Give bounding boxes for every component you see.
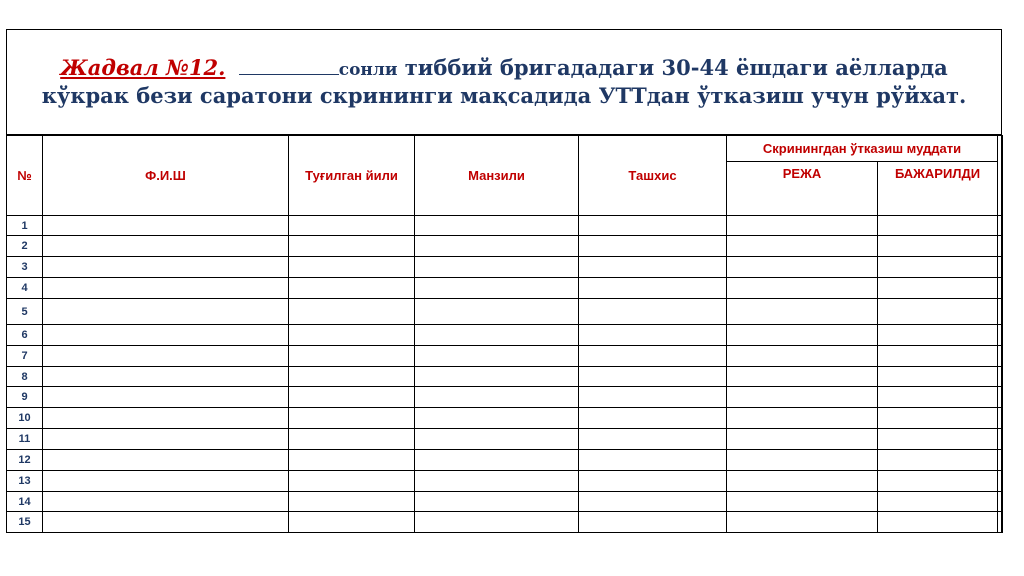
table-cell (579, 367, 727, 387)
table-cell (998, 429, 1003, 450)
table-body (7, 216, 1003, 533)
table-cell (289, 299, 415, 325)
table-cell (727, 346, 878, 367)
table-cell (727, 257, 878, 278)
title-word-sonli: сонли (338, 59, 398, 80)
table-cell (289, 236, 415, 257)
header-birth-year: Туғилган йили (289, 136, 415, 216)
table-cell (878, 492, 998, 512)
table-cell (43, 367, 289, 387)
table-cell (43, 450, 289, 471)
row-number: 15 (7, 512, 43, 533)
row-number: 14 (7, 492, 43, 512)
table-cell (878, 471, 998, 492)
table-cell (289, 387, 415, 408)
table-cell (289, 408, 415, 429)
table-row (7, 216, 1003, 236)
header-screening-period: Скринингдан ўтказиш муддати (727, 136, 998, 162)
table-cell (727, 387, 878, 408)
table-cell (878, 346, 998, 367)
table-cell (998, 236, 1003, 257)
table-cell (998, 278, 1003, 299)
table-cell (998, 512, 1003, 533)
table-cell (579, 257, 727, 278)
blank-line (239, 56, 339, 75)
table-row (7, 408, 1003, 429)
table-cell (415, 471, 579, 492)
table-cell (43, 471, 289, 492)
row-number: 10 (7, 408, 43, 429)
table-cell (289, 367, 415, 387)
table-cell (289, 429, 415, 450)
table-cell (579, 492, 727, 512)
title-line-1 (60, 55, 948, 83)
table-cell (289, 471, 415, 492)
table-cell (43, 216, 289, 236)
table-cell (289, 492, 415, 512)
table-cell (415, 492, 579, 512)
table-row (7, 325, 1003, 346)
table-row (7, 387, 1003, 408)
table-cell (878, 450, 998, 471)
row-number: 12 (7, 450, 43, 471)
table-cell (998, 367, 1003, 387)
table-cell (43, 429, 289, 450)
table-cell (43, 236, 289, 257)
table-cell (289, 278, 415, 299)
table-cell (579, 236, 727, 257)
table-cell (878, 236, 998, 257)
header-name: Ф.И.Ш (43, 136, 289, 216)
table-cell (727, 492, 878, 512)
table-cell (43, 512, 289, 533)
table-row (7, 278, 1003, 299)
table-cell (727, 512, 878, 533)
table-cell (289, 325, 415, 346)
table-row (7, 236, 1003, 257)
table-cell (998, 471, 1003, 492)
table-row (7, 471, 1003, 492)
table-cell (579, 216, 727, 236)
table-row (7, 512, 1003, 533)
table-cell (415, 216, 579, 236)
table-cell (727, 236, 878, 257)
row-number: 7 (7, 346, 43, 367)
table-cell (43, 257, 289, 278)
table-row (7, 257, 1003, 278)
table-cell (727, 367, 878, 387)
row-number: 1 (7, 216, 43, 236)
table-cell (727, 408, 878, 429)
table-cell (579, 471, 727, 492)
table-cell (289, 257, 415, 278)
table-label: Жадвал №12. (60, 54, 226, 80)
table-cell (998, 299, 1003, 325)
table-cell (579, 408, 727, 429)
table-cell (878, 408, 998, 429)
table-cell (878, 278, 998, 299)
table-cell (415, 512, 579, 533)
table-cell (998, 346, 1003, 367)
table-cell (878, 299, 998, 325)
table-cell (43, 278, 289, 299)
table-cell (727, 299, 878, 325)
row-number: 2 (7, 236, 43, 257)
table-cell (878, 325, 998, 346)
table-cell (415, 236, 579, 257)
header-diagnosis: Ташхис (579, 136, 727, 216)
row-number: 13 (7, 471, 43, 492)
table-cell (878, 257, 998, 278)
row-number: 3 (7, 257, 43, 278)
table-cell (878, 367, 998, 387)
row-number: 6 (7, 325, 43, 346)
table-cell (579, 512, 727, 533)
table-cell (727, 450, 878, 471)
header-address: Манзили (415, 136, 579, 216)
table-cell (415, 408, 579, 429)
table-cell (998, 387, 1003, 408)
table-cell (415, 346, 579, 367)
table-cell (998, 216, 1003, 236)
header-done: БАЖАРИЛДИ (878, 162, 998, 216)
table-cell (43, 387, 289, 408)
table-cell (878, 216, 998, 236)
header-num: № (7, 136, 43, 216)
table-cell (415, 278, 579, 299)
table-row (7, 367, 1003, 387)
table-cell (579, 346, 727, 367)
table-cell (415, 429, 579, 450)
table-cell (878, 512, 998, 533)
table-cell (43, 325, 289, 346)
table-cell (43, 346, 289, 367)
table-cell (43, 408, 289, 429)
table-cell (727, 429, 878, 450)
table-cell (579, 278, 727, 299)
table-cell (998, 257, 1003, 278)
table-cell (43, 492, 289, 512)
table-row (7, 450, 1003, 471)
table-cell (415, 450, 579, 471)
table-cell (727, 325, 878, 346)
table-cell (415, 367, 579, 387)
document-title (6, 29, 1002, 135)
table-cell (415, 257, 579, 278)
row-number: 8 (7, 367, 43, 387)
table-cell (998, 408, 1003, 429)
table-row (7, 429, 1003, 450)
row-number: 11 (7, 429, 43, 450)
table-cell (579, 387, 727, 408)
screening-table (6, 135, 1003, 533)
table-cell (579, 299, 727, 325)
table-row (7, 346, 1003, 367)
row-number: 9 (7, 387, 43, 408)
row-number: 4 (7, 278, 43, 299)
table-cell (415, 387, 579, 408)
table-cell (415, 299, 579, 325)
table-cell (579, 450, 727, 471)
table-cell (727, 278, 878, 299)
title-line-2: кўкрак бези саратони скрининги мақсадида УТТдан ўтказиш учун рўйхат. (41, 82, 967, 108)
table-cell (998, 492, 1003, 512)
table-cell (998, 450, 1003, 471)
table-cell (289, 450, 415, 471)
table-cell (727, 216, 878, 236)
table-row (7, 492, 1003, 512)
table-cell (289, 346, 415, 367)
table-cell (289, 512, 415, 533)
table-cell (579, 325, 727, 346)
table-cell (289, 216, 415, 236)
row-number: 5 (7, 299, 43, 325)
table-row (7, 299, 1003, 325)
table-cell (998, 325, 1003, 346)
header-plan: РЕЖА (727, 162, 878, 216)
table-cell (878, 429, 998, 450)
table-cell (727, 471, 878, 492)
title-rest: тиббий бригададаги 30-44 ёшдаги аёлларда (404, 54, 948, 80)
table-cell (43, 299, 289, 325)
table-cell (415, 325, 579, 346)
table-cell (878, 387, 998, 408)
header-spacer (998, 136, 1003, 216)
table-cell (579, 429, 727, 450)
